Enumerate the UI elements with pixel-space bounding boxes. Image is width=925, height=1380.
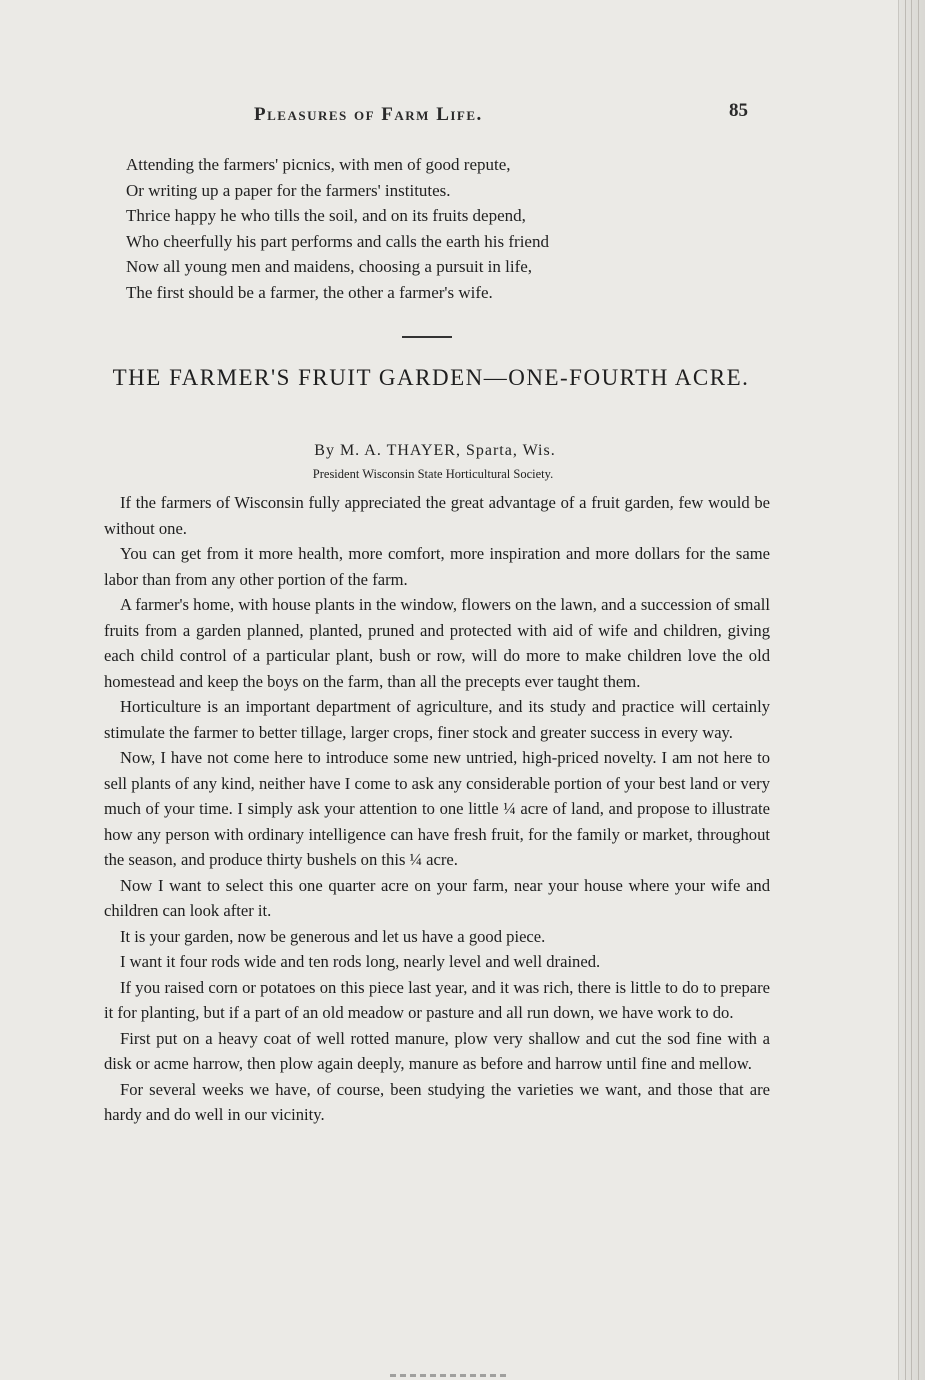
article-body — [104, 490, 770, 1128]
article-title: THE FARMER'S FRUIT GARDEN—ONE-FOURTH ACRE. — [112, 365, 750, 390]
poem-line: Thrice happy he who tills the soil, and on its fruits depend, — [126, 206, 526, 225]
author-affiliation: President Wisconsin State Horticultural Society. — [312, 467, 554, 481]
paragraph: Now I want to select this one quarter acre on your farm, near your house where your wife and children can look after it. — [104, 875, 770, 920]
poem-line: Now all young men and maidens, choosing a pursuit in life, — [126, 257, 533, 276]
article-byline: By M. A. THAYER, Sparta, Wis. — [314, 442, 556, 459]
paragraph: Now, I have not come here to introduce some new untried, high-priced novelty. I am not here to sell plants of any kind, neither have I come to ask any considerable portion of your best land or very much of your time. I simply ask your attention to one little ¼ acre of land, and propose to illustrate how any person with ordinary intelligence can have fresh fruit, for the family or market, throughout the season, and produce thirty bushels on this ¼ acre. — [104, 748, 770, 869]
paragraph: Horticulture is an important department of agriculture, and its study and practice will certainly stimulate the farmer to better tillage, larger crops, finer stock and greater success in every way. — [104, 697, 770, 742]
paragraph: A farmer's home, with house plants in the window, flowers on the lawn, and a succession of small fruits from a garden planned, planted, pruned and protected with aid of wife and children, giving each child control of a particular plant, bush or row, will do more to make children love the old homestead and keep the boys on the farm, than all the precepts ever taught them. — [104, 595, 770, 691]
paragraph: If the farmers of Wisconsin fully appreciated the great advantage of a fruit garden, few would be without one. — [104, 493, 770, 538]
page-number: 85 — [729, 100, 748, 121]
paragraph: If you raised corn or potatoes on this piece last year, and it was rich, there is little to do to prepare it for planting, but if a part of an old meadow or pasture and all run down, we have work to do. — [104, 977, 770, 1022]
running-title: Pleasures of Farm Life. — [254, 104, 483, 125]
poem-line: Or writing up a paper for the farmers' institutes. — [126, 180, 451, 200]
paragraph: You can get from it more health, more comfort, more inspiration and more dollars for the same labor than from any other portion of the farm. — [104, 544, 770, 589]
poem-stanza — [126, 152, 726, 305]
paragraph: I want it four rods wide and ten rods long, nearly level and well drained. — [120, 952, 601, 971]
page-header — [0, 100, 925, 134]
paragraph: For several weeks we have, of course, been studying the varieties we want, and those that are hardy and do well in our vicinity. — [104, 1079, 770, 1124]
section-divider — [402, 336, 452, 338]
poem-line: Attending the farmers' picnics, with men of good repute, — [126, 155, 511, 174]
page-bottom-smudge — [390, 1374, 510, 1377]
poem-line: The first should be a farmer, the other a farmer's wife. — [126, 282, 493, 302]
poem-line: Who cheerfully his part performs and calls the earth his friend — [126, 231, 549, 251]
paragraph: First put on a heavy coat of well rotted manure, plow very shallow and cut the sod fine with a disk or acme harrow, then plow again deeply, manure as before and harrow until fine and mellow. — [104, 1028, 770, 1073]
page-edge — [898, 0, 925, 1380]
paragraph: It is your garden, now be generous and let us have a good piece. — [120, 926, 546, 946]
